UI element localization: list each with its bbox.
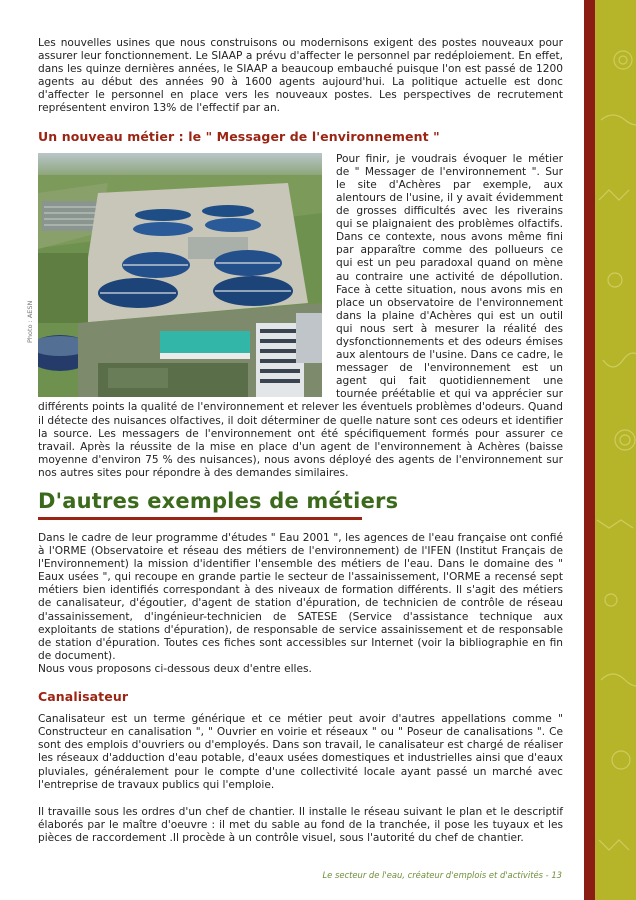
- messenger-heading: Un nouveau métier : le " Messager de l'environnement ": [38, 128, 440, 144]
- canalisateur-heading: Canalisateur: [38, 689, 129, 705]
- examples-paragraph: Dans le cadre de leur programme d'études " Eau 2001 ", les agences de l'eau française ont confié à l'ORME (Observatoire et réseau des métiers de l'environnement) de l'IFEN (Institut Français de l'Environnement) la mission d'identifier l'ensemble des métiers de l'eau. Dans le domaine des " Eaux usées ", qui recoupe en grande partie le secteur de l'assainissement, l'ORME a recensé sept métiers bien identifiés correspondant à des niveaux de formation différents. Il s'agit des métiers de canalisateur, d'égoutier, d'agent de station d'épuration, de technicien de contrôle de réseau d'assainissement, d'ingénieur-technicien de SATESE (Service d'assistance technique aux exploitants de stations d'épuration), de responsable de service assainissement et de responsable de station d'épuration. Toutes ces fiches sont accessibles sur Internet (voir la bibliographie en fin de document).: [38, 532, 563, 662]
- aerial-photo-treatment-plant: [38, 153, 322, 397]
- canalisateur-paragraph-2: Il travaille sous les ordres d'un chef de chantier. Il installe le réseau suivant le plan et le descriptif élaborés par le maître d'oeuvre : il met du sable au fond de la tranchée, il pose les tuyaux et les pièces de raccordement .Il procède à un contrôle visuel, sous l'autorité du chef de chantier.: [38, 805, 563, 844]
- examples-title: D'autres exemples de métiers: [38, 489, 399, 513]
- messenger-paragraph: Pour finir, je voudrais évoquer le métier de " Messager de l'environnement ". Sur le site d'Achères par exemple, aux alentours de l'usine, il y avait évidemment de grosses difficultés avec les riverains qui se plaignaient des problèmes olfactifs. Dans ce contexte, nous avons même fini par apparaître comme des pollueurs ce qui est un peu paradoxal quand on mène au contraire une activité de dépollution. Face à cette situation, nous avons mis en place un observatoire de l'environnement dans la plaine d'Achères qui est un outil qui nous sert à mesurer la réalité des dysfonctionnements et des odeurs émises aux alentours de l'usine. Dans ce cadre, le messager de l'environnement est un agent qui fait quotidiennement une tournée préétablie et qui va apprécier sur différents points la qualité de l'environnement et relever les éventuels problèmes d'odeurs. Quand il détecte des nuisances olfactives, il doit déterminer de quelle nature sont ces odeurs et identifier la source. Les messagers de l'environnement ont été spécifiquement formés pour assurer ce travail. Après la réussite de la mise en place d'un agent de l'environnement à Achères (baisse moyenne d'environ 75 % des nuisances), nous avons déployé des agents de l'environnement sur nos autres sites pour répondre à des demandes similaires.: [38, 152, 563, 479]
- treatment-plant-image: [38, 153, 322, 397]
- plant-photo-figure: [26, 153, 322, 397]
- decorative-red-band: [584, 0, 595, 900]
- canalisateur-paragraph-1: Canalisateur est un terme générique et ce métier peut avoir d'autres appellations comme " Constructeur en canalisation ", " Ouvrier en voirie et réseaux " ou " Poseur de canalisations ". Ce sont des emplois d'ouvriers ou d'employés. Dans son travail, le canalisateur est chargé de réaliser les réseaux d'adduction d'eau potable, d'eaux usées domestiques et industrielles ainsi que d'eaux pluviales, généralement pour le compte d'une collectivité locale ayant passé un marché avec l'entreprise de travaux publics qui l'emploie.: [38, 713, 563, 791]
- photo-credit: Photo : AESN: [26, 300, 34, 343]
- title-underline: [38, 517, 362, 520]
- examples-closing-line: Nous vous proposons ci-dessous deux d'entre elles.: [38, 662, 312, 675]
- decorative-pattern: [595, 0, 636, 900]
- page-footer: Le secteur de l'eau, créateur d'emplois et d'activités - 13: [322, 870, 562, 880]
- decorative-green-band: [595, 0, 636, 900]
- main-content: [26, 37, 563, 845]
- intro-paragraph: Les nouvelles usines que nous construisons ou modernisons exigent des postes nouveaux pour assurer leur fonctionnement. Le SIAAP a prévu d'affecter le personnel par redéploiement. En effet, dans les quinze dernières années, le SIAAP a beaucoup embauché puisque l'on est passé de 1200 agents au début des années 90 à 1600 agents aujourd'hui. La politique actuelle est donc d'affecter le personnel en place vers les nouveaux postes. Les perspectives de recrutement représentent environ 13% de l'effectif par an.: [38, 37, 563, 115]
